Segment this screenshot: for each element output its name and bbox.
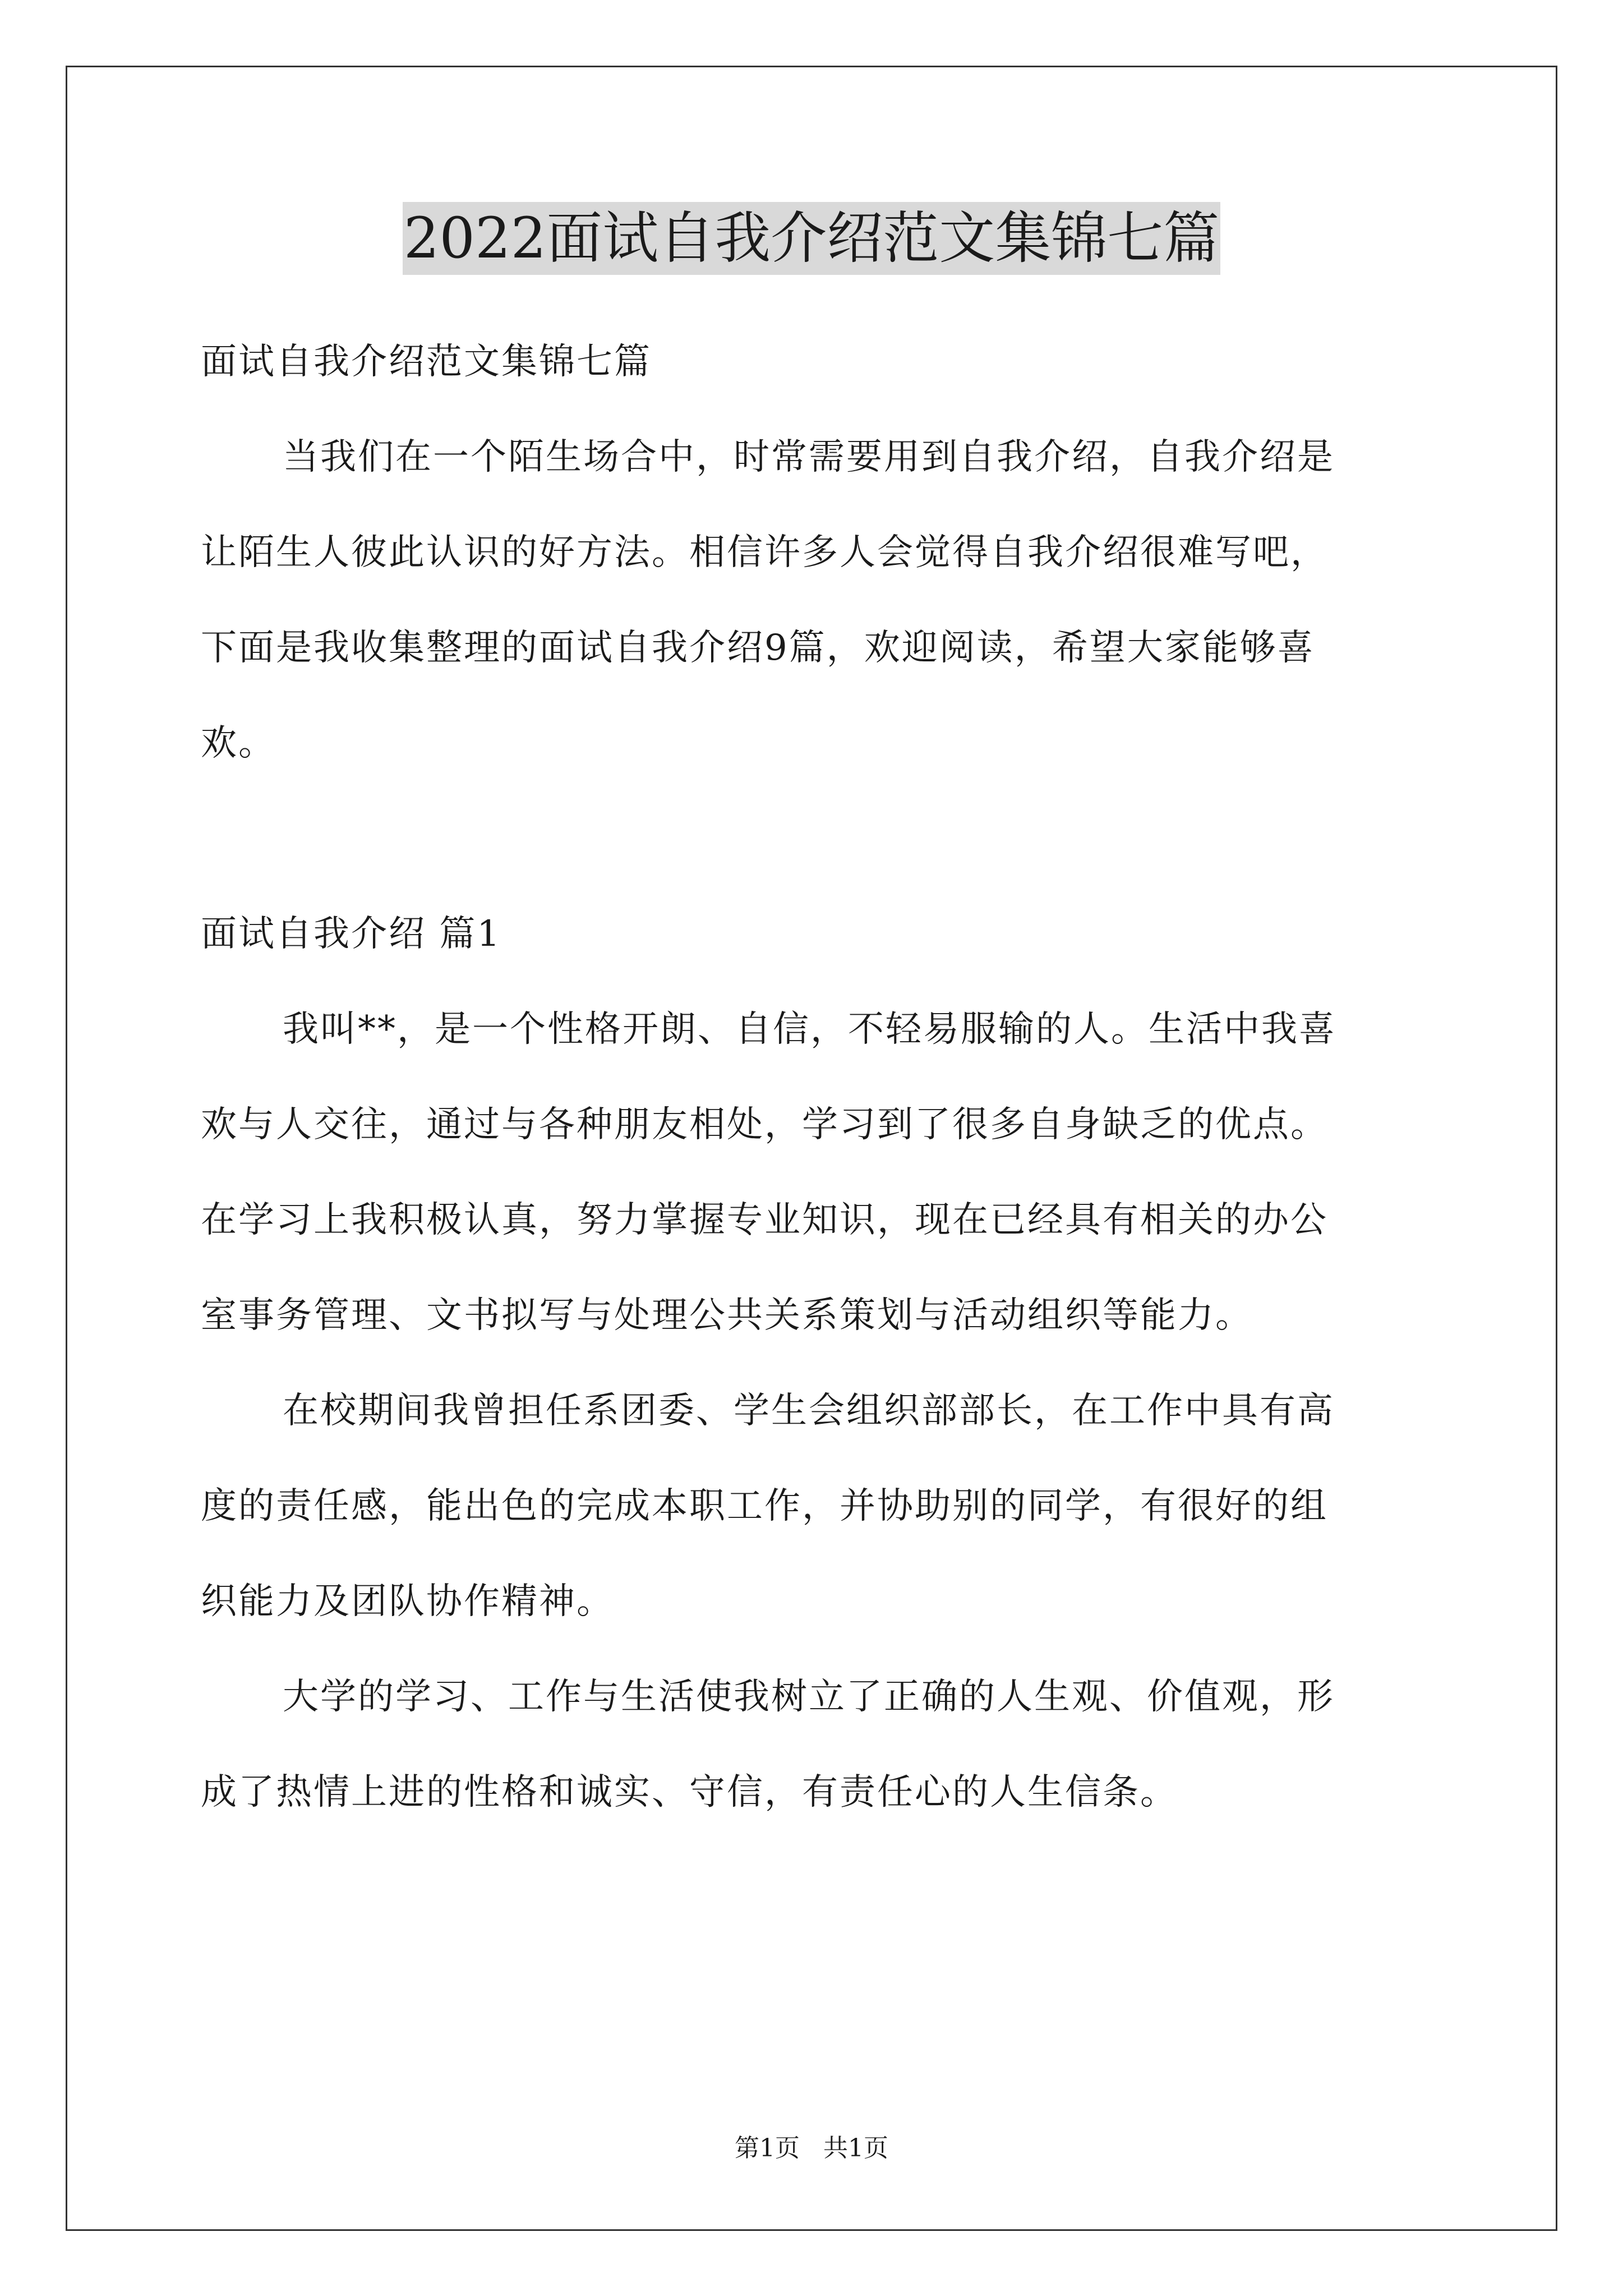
paragraph-line: 欢与人交往，通过与各种朋友相处，学习到了很多自身缺乏的优点。	[201, 1104, 1328, 1145]
paragraph-line: 室事务管理、文书拟写与处理公共关系策划与活动组织等能力。	[201, 1295, 1253, 1336]
title-container	[0, 202, 1623, 275]
section1-paragraph-1	[201, 982, 1423, 1363]
section-spacer	[201, 791, 1423, 886]
document-body	[201, 314, 1423, 1840]
document-subtitle: 面试自我介绍范文集锦七篇	[201, 341, 652, 383]
paragraph-line: 当我们在一个陌生场合中，时常需要用到自我介绍，自我介绍是	[283, 436, 1335, 478]
paragraph-line: 度的责任感，能出色的完成本职工作，并协助别的同学，有很好的组	[201, 1485, 1328, 1527]
paragraph-line: 在校期间我曾担任系团委、学生会组织部部长，在工作中具有高	[283, 1390, 1335, 1432]
section-heading: 面试自我介绍 篇1	[201, 913, 502, 955]
paragraph-line: 织能力及团队协作精神。	[201, 1581, 614, 1622]
paragraph-line: 大学的学习、工作与生活使我树立了正确的人生观、价值观，形	[283, 1676, 1335, 1718]
paragraph-line: 我叫**，是一个性格开朗、自信，不轻易服输的人。生活中我喜	[283, 1009, 1336, 1050]
section1-paragraph-3	[201, 1649, 1423, 1840]
intro-paragraph	[201, 409, 1423, 791]
page-number-total: 共1页	[823, 2134, 888, 2162]
section1-paragraph-2	[201, 1363, 1423, 1649]
page-number-current: 第1页	[735, 2134, 800, 2162]
document-title: 2022面试自我介绍范文集锦七篇	[403, 202, 1221, 275]
paragraph-line: 让陌生人彼此认识的好方法。相信许多人会觉得自我介绍很难写吧，	[201, 532, 1328, 573]
paragraph-line: 下面是我收集整理的面试自我介绍9篇，欢迎阅读，希望大家能够喜	[201, 627, 1315, 669]
paragraph-line: 欢。	[201, 723, 276, 764]
paragraph-line: 成了热情上进的性格和诚实、守信，有责任心的人生信条。	[201, 1772, 1178, 1813]
page-footer	[0, 2132, 1623, 2165]
paragraph-line: 在学习上我积极认真，努力掌握专业知识，现在已经具有相关的办公	[201, 1199, 1328, 1241]
